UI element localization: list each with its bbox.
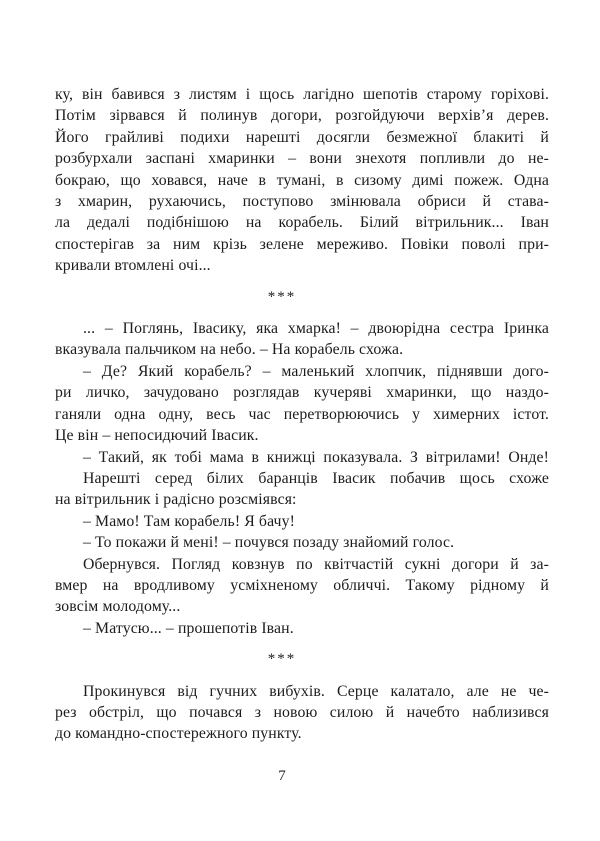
text-line: Обернувся. Погляд ковзнув по квітчастій сукні догори й за-	[83, 555, 549, 573]
text-line: рез обстріл, що почався з новою силою й начебто наблизився	[55, 703, 549, 721]
text-line: вказувала пальчиком на небо. – На корабель схожа.	[55, 341, 404, 359]
text-line: Потім зірвався й полинув догори, розгойдуючи верхів’я дерев.	[55, 107, 549, 125]
text-line: на вітрильник і радісно розсміявся:	[55, 491, 297, 509]
page-number: 7	[278, 768, 286, 784]
section-separator: ***	[267, 651, 297, 668]
text-line: – Такий, як тобі мама в книжці показувала. З вітрилами! Онде!	[83, 448, 549, 466]
text-line: ... – Поглянь, Івасику, яка хмарка! – двоюрідна сестра Іринка	[83, 320, 549, 338]
text-line: до командно-спостережного пункту.	[55, 725, 302, 743]
text-line: Прокинувся від гучних вибухів. Серце калатало, але не че-	[83, 682, 549, 700]
text-line: ри личко, зачудовано розглядав кучеряві хмаринки, що наздо-	[55, 384, 549, 402]
text-line: спостерігав за ним крізь зелене мереживо. Повіки поволі при-	[55, 235, 549, 253]
text-line: ку, він бавився з листям і щось лагідно шепотів старому горіхові.	[55, 86, 549, 103]
text-line: з хмарин, рухаючись, поступово змінювала обриси й става-	[55, 193, 549, 211]
text-line: – Матусю... – прошепотів Іван.	[83, 619, 294, 637]
text-line: вмер на вродливому усміхненому обличчі. Такому рідному й	[55, 576, 549, 594]
text-line: кривали втомлені очі...	[55, 257, 211, 275]
text-line: Його грайливі подихи нарешті досягли безмежної блакиті й	[55, 128, 549, 146]
section-separator: ***	[267, 288, 297, 305]
text-line: – То покажи й мені! – почувся позаду знайомий голос.	[83, 534, 455, 552]
text-line: розбурхали заспані хмаринки – вони знехотя попливли до не-	[55, 150, 549, 168]
text-line: – Де? Який корабель? – маленький хлопчик, піднявши дого-	[83, 362, 549, 380]
text-line: Нарешті серед білих баранців Івасик побачив щось схоже	[83, 469, 549, 487]
text-line: ла дедалі подібнішою на корабель. Білий вітрильник... Іван	[55, 214, 549, 232]
page-text-block	[55, 84, 549, 745]
text-line: Це він – непосидючий Івасик.	[55, 427, 259, 445]
text-line: – Мамо! Там корабель! Я бачу!	[83, 512, 295, 530]
text-line: ганяли одна одну, весь час перетворюючись у химерних істот.	[55, 405, 549, 423]
text-line: зовсім молодому...	[55, 598, 181, 616]
text-line: бокраю, що ховався, наче в тумані, в сизому димі пожеж. Одна	[55, 171, 549, 189]
